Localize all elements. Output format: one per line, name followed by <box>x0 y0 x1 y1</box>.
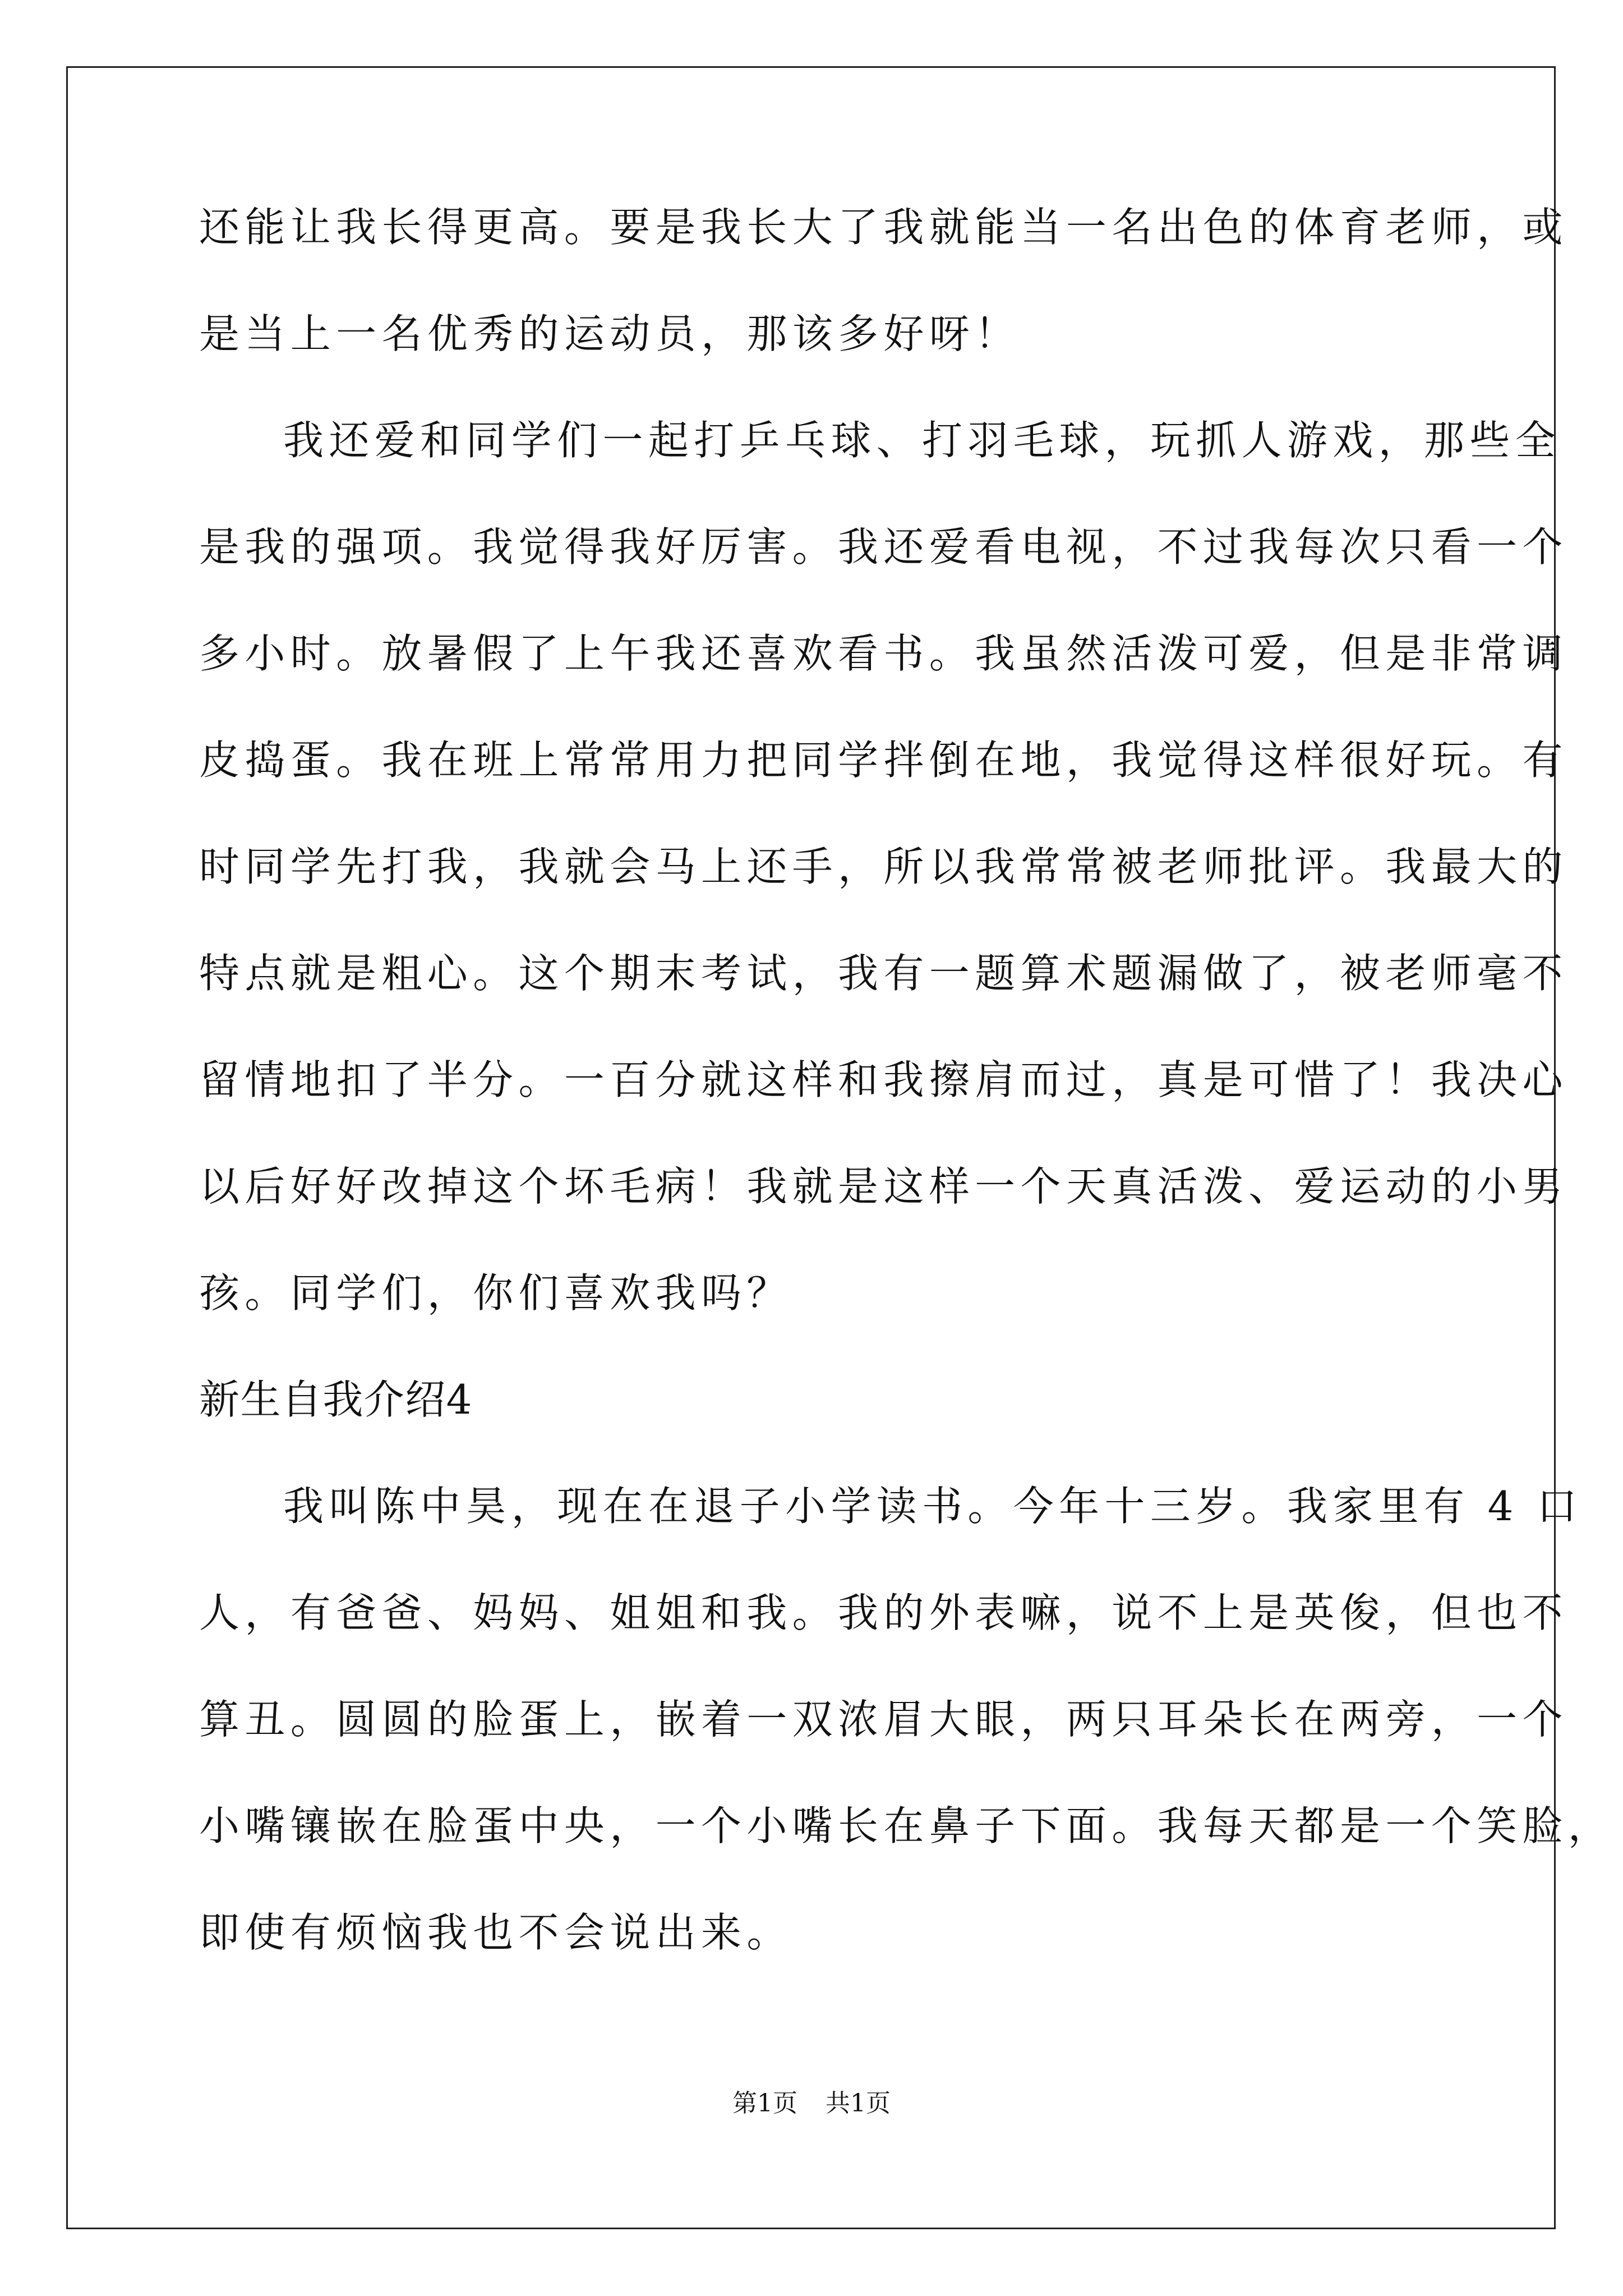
text-line: 是当上一名优秀的运动员，那该多好呀！ <box>199 310 1021 357</box>
text-line: 还能让我长得更高。要是我长大了我就能当一名出色的体育老师，或 <box>199 204 1568 251</box>
text-line: 孩。同学们，你们喜欢我吗？ <box>199 1269 792 1317</box>
text-line: 人，有爸爸、妈妈、姐姐和我。我的外表嘛，说不上是英俊，但也不 <box>199 1589 1568 1636</box>
text-line: 即使有烦恼我也不会说出来。 <box>199 1909 792 1956</box>
text-line: 时同学先打我，我就会马上还手，所以我常常被老师批评。我最大的 <box>199 843 1568 890</box>
text-line: 以后好好改掉这个坏毛病！我就是这样一个天真活泼、爱运动的小男 <box>199 1163 1568 1210</box>
text-line: 特点就是粗心。这个期末考试，我有一题算术题漏做了，被老师毫不 <box>199 950 1568 997</box>
text-line: 小嘴镶嵌在脸蛋中央，一个小嘴长在鼻子下面。我每天都是一个笑脸， <box>199 1802 1614 1849</box>
page-number: 第1页 <box>732 2089 797 2118</box>
paragraph-start-line: 我叫陈中昊，现在在退子小学读书。今年十三岁。我家里有 4 口 <box>283 1483 1583 1530</box>
text-line: 是我的强项。我觉得我好厉害。我还爱看电视，不过我每次只看一个 <box>199 523 1568 570</box>
page-total: 共1页 <box>826 2089 891 2118</box>
text-line: 多小时。放暑假了上午我还喜欢看书。我虽然活泼可爱，但是非常调 <box>199 630 1568 677</box>
paragraph-start-line: 我还爱和同学们一起打乒乓球、打羽毛球，玩抓人游戏，那些全 <box>283 417 1561 464</box>
text-line: 皮捣蛋。我在班上常常用力把同学拌倒在地，我觉得这样很好玩。有 <box>199 737 1568 784</box>
text-line: 算丑。圆圆的脸蛋上，嵌着一双浓眉大眼，两只耳朵长在两旁，一个 <box>199 1696 1568 1743</box>
section-heading: 新生自我介绍4 <box>199 1376 473 1423</box>
page-footer <box>0 2087 1623 2120</box>
text-line: 留情地扣了半分。一百分就这样和我擦肩而过，真是可惜了！我决心 <box>199 1056 1568 1103</box>
